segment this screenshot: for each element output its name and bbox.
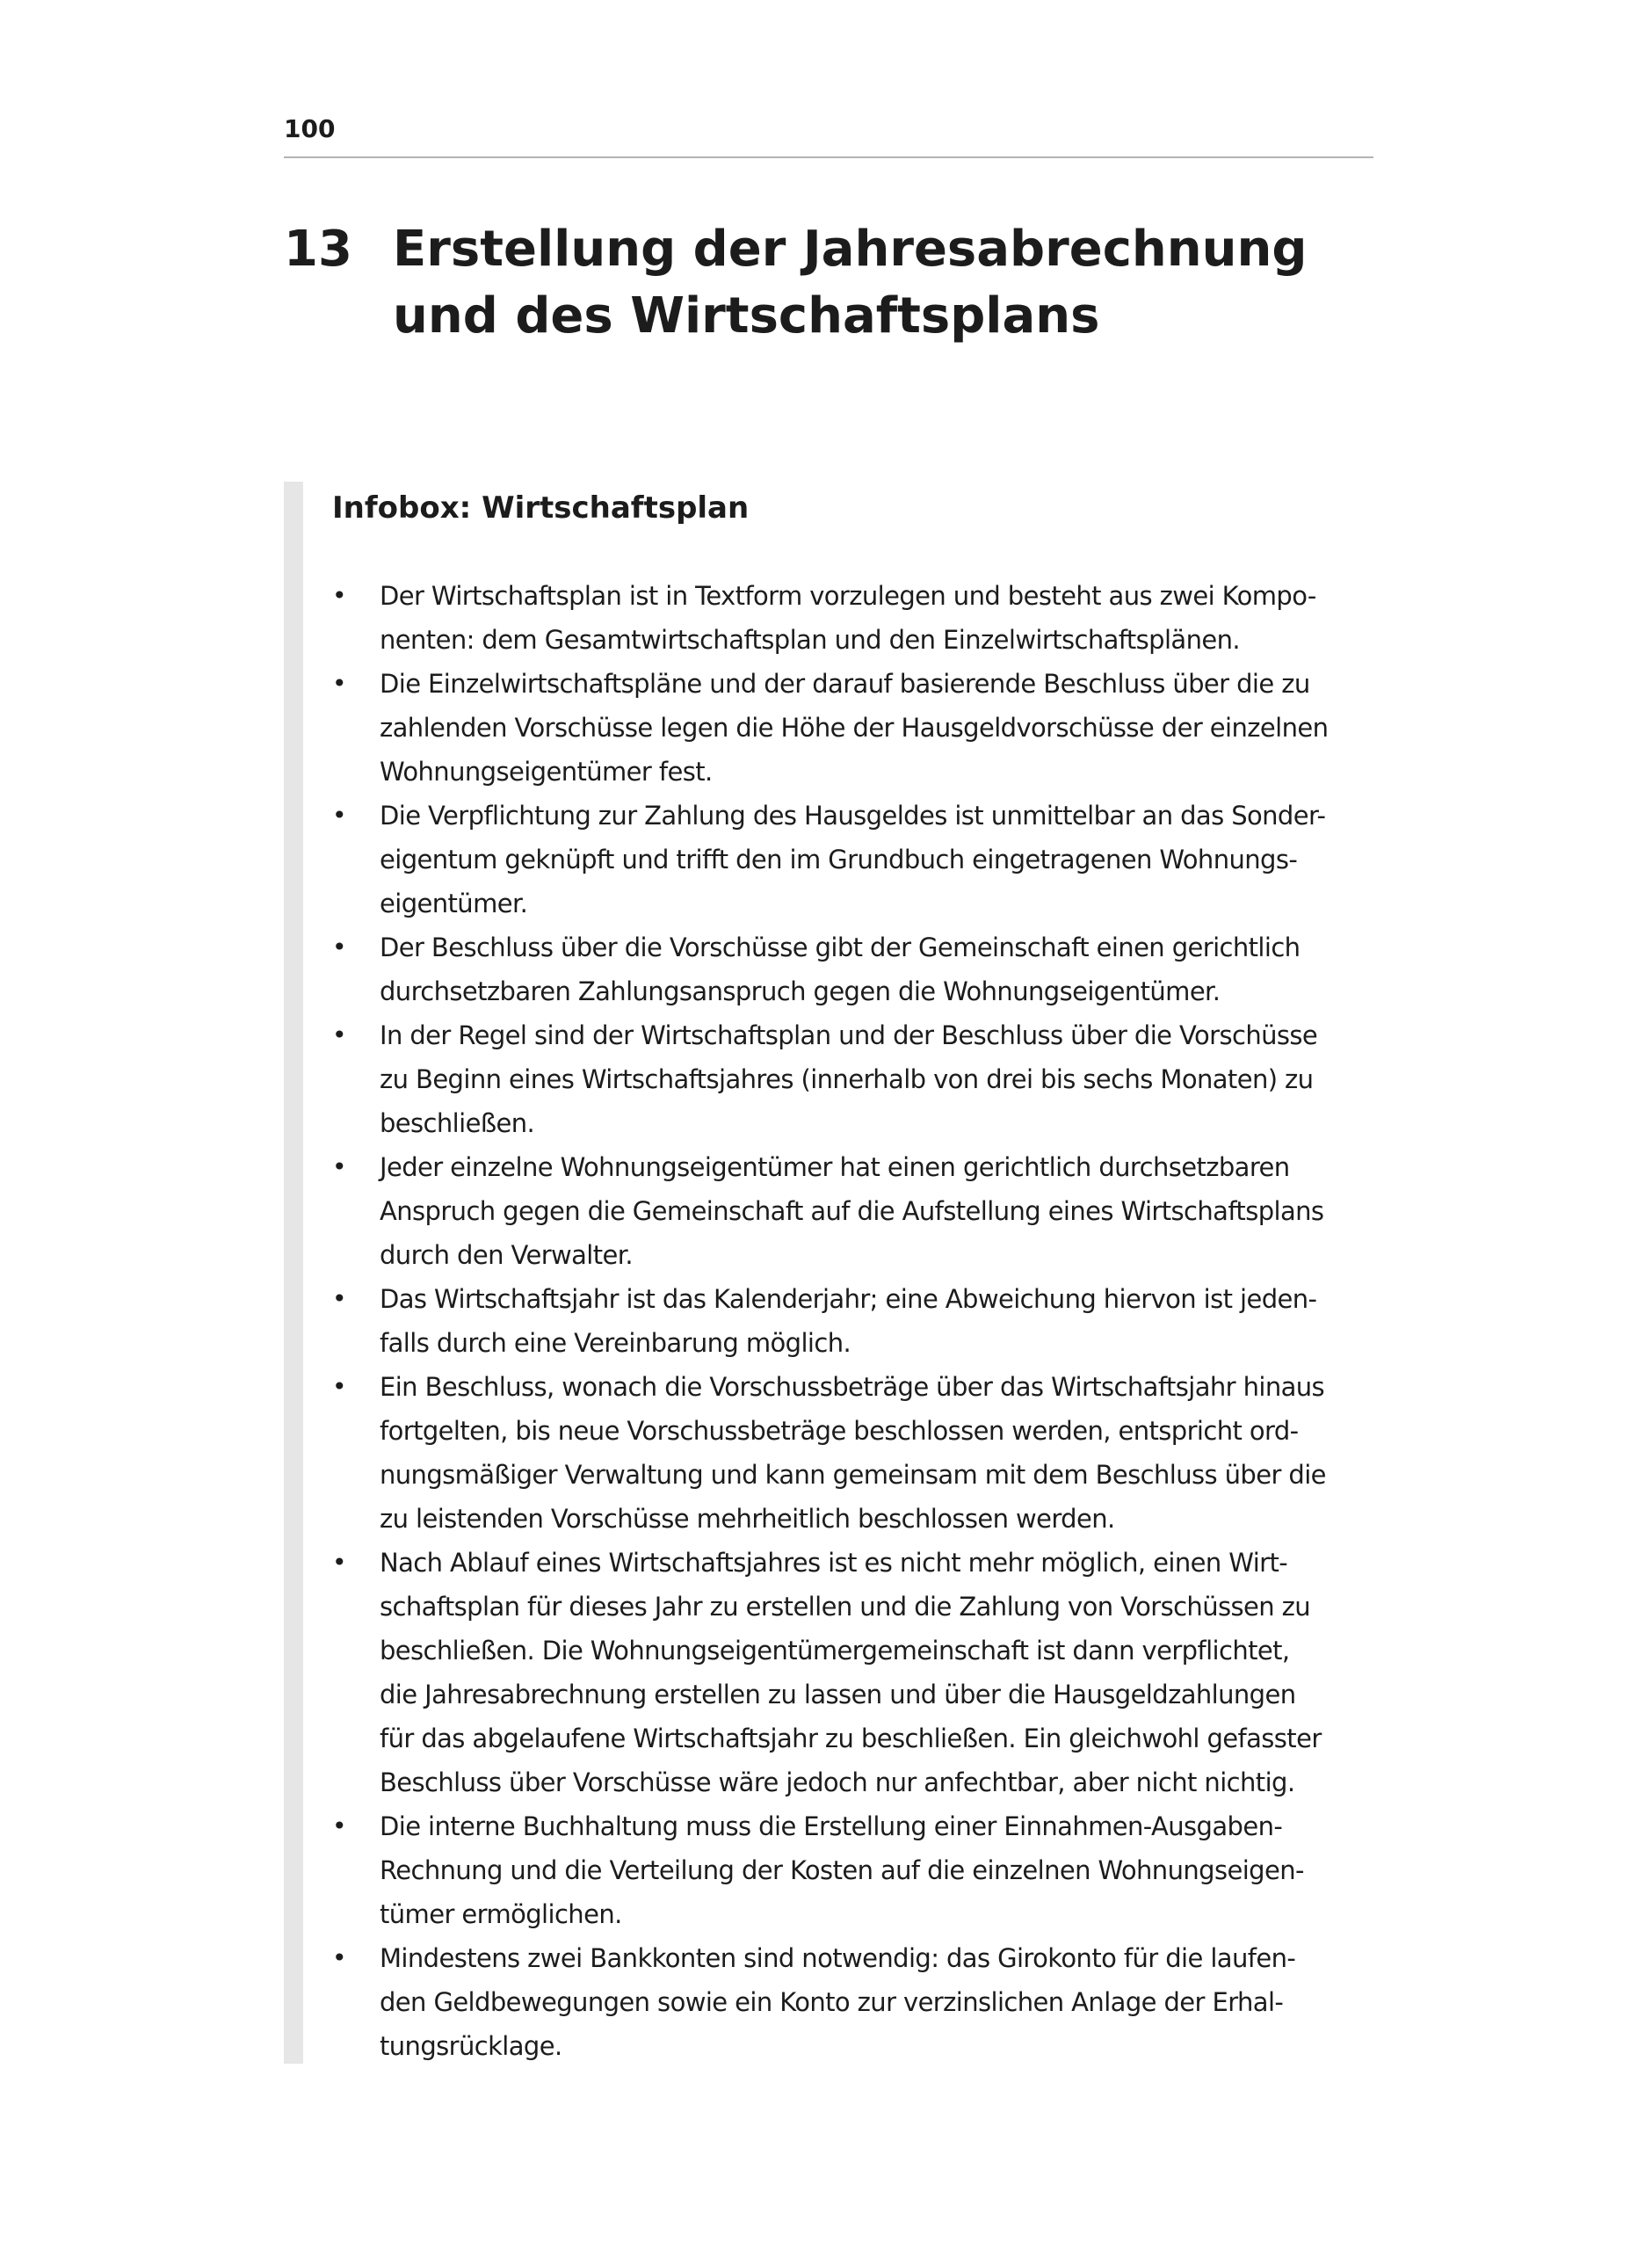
bullet-text-line: beschließen. <box>380 1108 535 1138</box>
bullet-icon: • <box>332 801 347 830</box>
bullet-item <box>332 794 1369 925</box>
bullet-text-line: die Jahresabrechnung erstellen zu lassen und über die Hausgeldzahlungen <box>380 1680 1296 1709</box>
bullet-text-line: tungsrücklage. <box>380 2031 562 2061</box>
bullet-item <box>332 1013 1369 1145</box>
bullet-item <box>332 1365 1369 1541</box>
infobox-accent-bar <box>284 482 303 2064</box>
bullet-icon: • <box>332 581 347 610</box>
bullet-text-line: Jeder einzelne Wohnungseigentümer hat einen gerichtlich durchsetzbaren <box>380 1152 1290 1182</box>
chapter-title-line: Erstellung der Jahresabrechnung <box>393 221 1308 278</box>
bullet-text-line: Die Einzelwirtschaftspläne und der darauf basierende Beschluss über die zu <box>380 669 1310 699</box>
bullet-icon: • <box>332 933 347 962</box>
bullet-item <box>332 1145 1369 1277</box>
bullet-text-line: durchsetzbaren Zahlungsanspruch gegen die Wohnungseigentümer. <box>380 976 1221 1006</box>
bullet-text-line: Nach Ablauf eines Wirtschaftsjahres ist es nicht mehr möglich, einen Wirt- <box>380 1548 1288 1578</box>
bullet-text-line: nungsmäßiger Verwaltung und kann gemeinsam mit dem Beschluss über die <box>380 1460 1326 1490</box>
chapter-title-line: und des Wirtschaftsplans <box>393 287 1100 345</box>
bullet-item <box>332 1541 1369 1804</box>
bullet-text-line: Ein Beschluss, wonach die Vorschussbeträge über das Wirtschaftsjahr hinaus <box>380 1372 1325 1402</box>
bullet-icon: • <box>332 669 347 698</box>
bullet-text-line: Der Beschluss über die Vorschüsse gibt der Gemeinschaft einen gerichtlich <box>380 933 1301 962</box>
bullet-text-line: Mindestens zwei Bankkonten sind notwendig: das Girokonto für die laufen- <box>380 1943 1296 1973</box>
bullet-text-line: In der Regel sind der Wirtschaftsplan und der Beschluss über die Vorschüsse <box>380 1020 1318 1050</box>
bullet-text-line: Wohnungseigentümer fest. <box>380 757 713 787</box>
bullet-text-line: den Geldbewegungen sowie ein Konto zur verzinslichen Anlage der Erhal- <box>380 1987 1284 2017</box>
bullet-text-line: tümer ermöglichen. <box>380 1899 622 1929</box>
bullet-item <box>332 1804 1369 1936</box>
bullet-text-line: zu Beginn eines Wirtschaftsjahres (innerhalb von drei bis sechs Monaten) zu <box>380 1064 1314 1094</box>
bullet-text-line: nenten: dem Gesamtwirtschaftsplan und den Einzelwirtschaftsplänen. <box>380 625 1241 655</box>
bullet-icon: • <box>332 1152 347 1181</box>
bullet-text-line: eigentum geknüpft und trifft den im Grundbuch eingetragenen Wohnungs- <box>380 845 1298 875</box>
bullet-text-line: beschließen. Die Wohnungseigentümergemeinschaft ist dann verpflichtet, <box>380 1636 1290 1666</box>
bullet-text-line: Beschluss über Vorschüsse wäre jedoch nur anfechtbar, aber nicht nichtig. <box>380 1767 1295 1797</box>
bullet-item <box>332 1277 1369 1365</box>
bullet-text-line: eigentümer. <box>380 889 528 918</box>
chapter-number: 13 <box>284 221 352 278</box>
bullet-icon: • <box>332 1372 347 1401</box>
infobox-bullet-list <box>332 574 1369 2068</box>
bullet-item <box>332 662 1369 794</box>
bullet-text-line: durch den Verwalter. <box>380 1240 634 1270</box>
bullet-text-line: Die Verpflichtung zur Zahlung des Hausgeldes ist unmittelbar an das Sonder- <box>380 801 1326 831</box>
bullet-text-line: Die interne Buchhaltung muss die Erstellung einer Einnahmen-Ausgaben- <box>380 1811 1283 1841</box>
chapter-title <box>393 216 1359 350</box>
bullet-icon: • <box>332 1811 347 1840</box>
bullet-text-line: fortgelten, bis neue Vorschussbeträge beschlossen werden, entspricht ord- <box>380 1416 1299 1446</box>
bullet-item <box>332 1936 1369 2068</box>
bullet-text-line: falls durch eine Vereinbarung möglich. <box>380 1328 851 1358</box>
bullet-text-line: Anspruch gegen die Gemeinschaft auf die Aufstellung eines Wirtschaftsplans <box>380 1196 1324 1226</box>
bullet-icon: • <box>332 1284 347 1313</box>
bullet-text-line: Rechnung und die Verteilung der Kosten auf die einzelnen Wohnungseigen- <box>380 1855 1304 1885</box>
infobox-title: Infobox: Wirtschaftsplan <box>332 490 750 526</box>
bullet-text-line: Das Wirtschaftsjahr ist das Kalenderjahr; eine Abweichung hiervon ist jeden- <box>380 1284 1317 1314</box>
bullet-icon: • <box>332 1943 347 1972</box>
page-number: 100 <box>284 114 336 143</box>
bullet-text-line: zahlenden Vorschüsse legen die Höhe der Hausgeldvorschüsse der einzelnen <box>380 713 1329 743</box>
header-rule <box>284 156 1373 158</box>
bullet-icon: • <box>332 1020 347 1049</box>
bullet-item <box>332 574 1369 662</box>
bullet-icon: • <box>332 1548 347 1577</box>
bullet-item <box>332 925 1369 1013</box>
bullet-text-line: für das abgelaufene Wirtschaftsjahr zu beschließen. Ein gleichwohl gefasster <box>380 1724 1322 1753</box>
bullet-text-line: Der Wirtschaftsplan ist in Textform vorzulegen und besteht aus zwei Kompo- <box>380 581 1316 611</box>
bullet-text-line: schaftsplan für dieses Jahr zu erstellen und die Zahlung von Vorschüssen zu <box>380 1592 1311 1622</box>
bullet-text-line: zu leistenden Vorschüsse mehrheitlich beschlossen werden. <box>380 1504 1115 1534</box>
